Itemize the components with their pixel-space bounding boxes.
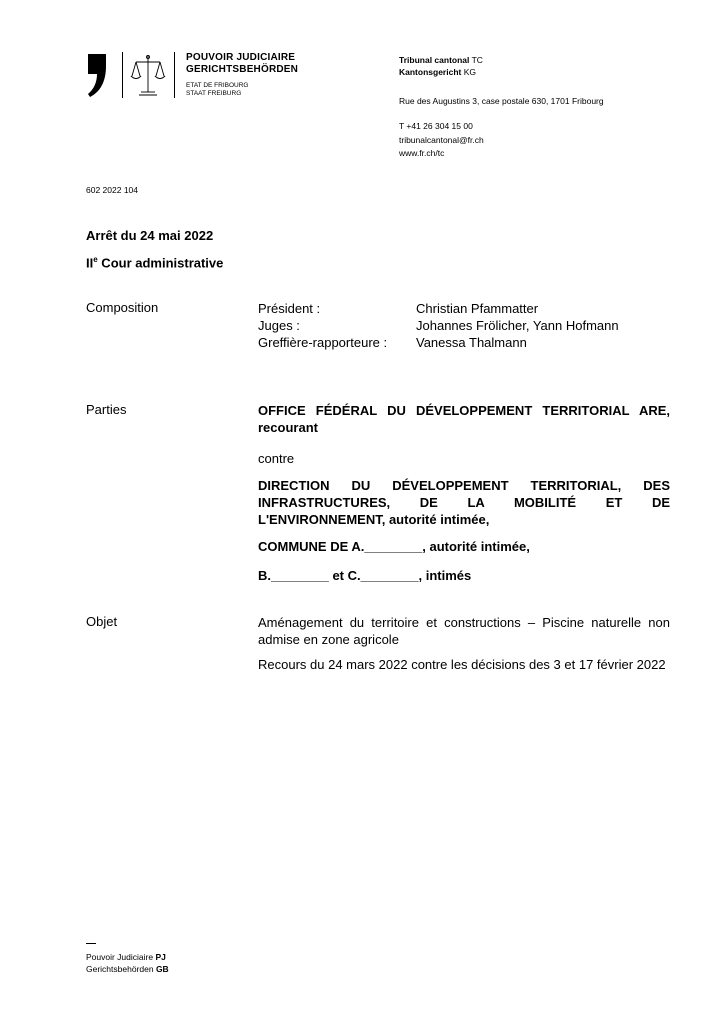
- party-direction-line1: DIRECTION DU DÉVELOPPEMENT TERRITORIAL, DES: [258, 478, 670, 493]
- party-appellant: OFFICE FÉDÉRAL DU DÉVELOPPEMENT TERRITORIAL ARE,: [258, 403, 670, 418]
- court-address: Rue des Augustins 3, case postale 630, 1701 Fribourg: [399, 96, 604, 106]
- footer-dash: [86, 943, 96, 944]
- name-judges: Johannes Frölicher, Yann Hofmann: [416, 318, 619, 333]
- role-judges: Juges :: [258, 318, 300, 333]
- role-president: Président :: [258, 301, 321, 316]
- party-direction-line2: INFRASTRUCTURES, DE LA MOBILITÉ ET DE: [258, 495, 670, 510]
- court-name-de: Kantonsgericht KG: [399, 67, 476, 77]
- footer-line-de: Gerichtsbehörden GB: [86, 964, 169, 974]
- name-president: Christian Pfammatter: [416, 301, 539, 316]
- court-email[interactable]: tribunalcantonal@fr.ch: [399, 135, 484, 145]
- objet-label: Objet: [86, 614, 118, 629]
- state-name-de: STAAT FREIBURG: [186, 90, 242, 97]
- objet-appeal: Recours du 24 mars 2022 contre les décisions des 3 et 17 février 2022: [258, 657, 666, 672]
- org-name-de: GERICHTSBEHÖRDEN: [186, 64, 299, 75]
- party-appellant-role: recourant: [258, 420, 318, 435]
- contre-label: contre: [258, 451, 295, 466]
- comma-logo-icon: [86, 52, 108, 98]
- court-name-fr: Tribunal cantonal TC: [399, 55, 483, 65]
- role-clerk: Greffière-rapporteure :: [258, 335, 388, 350]
- court-phone: T +41 26 304 15 00: [399, 121, 473, 131]
- party-respondents: B.________ et C.________, intimés: [258, 568, 472, 583]
- composition-label: Composition: [86, 300, 159, 315]
- state-name-fr: ETAT DE FRIBOURG: [186, 82, 249, 89]
- name-clerk: Vanessa Thalmann: [416, 335, 527, 350]
- footer-line-fr: Pouvoir Judiciaire PJ: [86, 952, 166, 962]
- logo-divider: [122, 52, 123, 98]
- parties-label: Parties: [86, 402, 127, 417]
- decision-title: Arrêt du 24 mai 2022: [86, 228, 214, 243]
- case-reference: 602 2022 104: [86, 185, 138, 195]
- court-website[interactable]: www.fr.ch/tc: [399, 148, 445, 158]
- party-direction-line3: L'ENVIRONNEMENT, autorité intimée,: [258, 512, 490, 527]
- court-section: IIe Cour administrative: [86, 255, 224, 271]
- party-commune: COMMUNE DE A.________, autorité intimée,: [258, 539, 530, 554]
- scales-of-justice-icon: [130, 52, 166, 98]
- objet-line1: Aménagement du territoire et constructions – Piscine naturelle non: [258, 615, 670, 630]
- logo-divider: [174, 52, 175, 98]
- objet-line2: admise en zone agricole: [258, 632, 399, 647]
- org-name-fr: POUVOIR JUDICIAIRE: [186, 52, 296, 63]
